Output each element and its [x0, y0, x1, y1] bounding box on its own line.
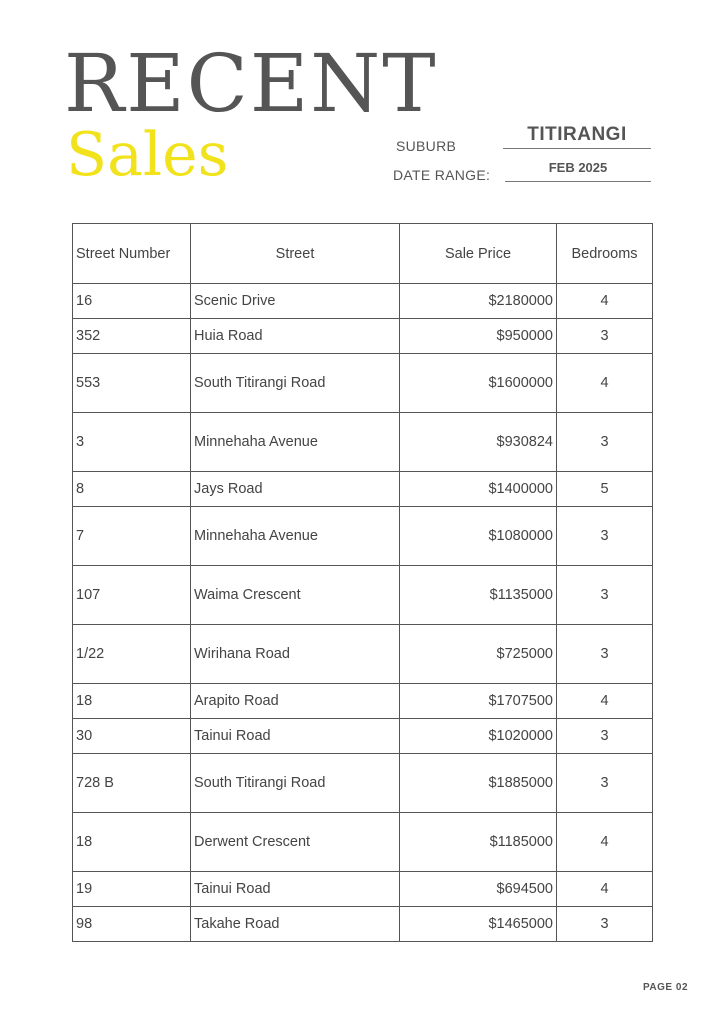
table-header-row: [73, 224, 653, 284]
table-row: [73, 472, 653, 507]
street-number-cell: 16: [73, 284, 191, 319]
street-number-cell: 8: [73, 472, 191, 507]
table-row: [73, 872, 653, 907]
street-cell: Minnehaha Avenue: [191, 413, 400, 472]
bedrooms-cell: 3: [557, 413, 653, 472]
street-cell: Takahe Road: [191, 907, 400, 942]
date-range-value: FEB 2025: [505, 160, 651, 182]
column-header-street: Street: [191, 224, 400, 284]
sale-price-cell: $694500: [400, 872, 557, 907]
sale-price-cell: $950000: [400, 319, 557, 354]
sale-price-cell: $1885000: [400, 754, 557, 813]
bedrooms-cell: 3: [557, 507, 653, 566]
column-header-bedrooms: Bedrooms: [557, 224, 653, 284]
title-recent: RECENT: [64, 37, 438, 130]
sale-price-cell: $930824: [400, 413, 557, 472]
street-cell: Arapito Road: [191, 684, 400, 719]
street-number-cell: 3: [73, 413, 191, 472]
street-cell: South Titirangi Road: [191, 754, 400, 813]
table-row: [73, 813, 653, 872]
street-number-cell: 7: [73, 507, 191, 566]
page-number: PAGE 02: [643, 982, 688, 993]
table-row: [73, 907, 653, 942]
column-header-sale-price: Sale Price: [400, 224, 557, 284]
street-cell: Tainui Road: [191, 719, 400, 754]
sale-price-cell: $1600000: [400, 354, 557, 413]
street-number-cell: 18: [73, 684, 191, 719]
bedrooms-cell: 3: [557, 719, 653, 754]
sale-price-cell: $2180000: [400, 284, 557, 319]
table-row: [73, 754, 653, 813]
table-row: [73, 625, 653, 684]
sale-price-cell: $1020000: [400, 719, 557, 754]
street-number-cell: 553: [73, 354, 191, 413]
table-row: [73, 413, 653, 472]
street-number-cell: 19: [73, 872, 191, 907]
street-number-cell: 98: [73, 907, 191, 942]
sale-price-cell: $1465000: [400, 907, 557, 942]
bedrooms-cell: 3: [557, 625, 653, 684]
suburb-value: TITIRANGI: [503, 124, 651, 149]
sale-price-cell: $725000: [400, 625, 557, 684]
street-cell: Derwent Crescent: [191, 813, 400, 872]
bedrooms-cell: 5: [557, 472, 653, 507]
bedrooms-cell: 4: [557, 872, 653, 907]
sale-price-cell: $1707500: [400, 684, 557, 719]
table-row: [73, 566, 653, 625]
street-cell: South Titirangi Road: [191, 354, 400, 413]
street-number-cell: 352: [73, 319, 191, 354]
table-row: [73, 284, 653, 319]
street-number-cell: 30: [73, 719, 191, 754]
table-row: [73, 319, 653, 354]
column-header-street-number: Street Number: [73, 224, 191, 284]
bedrooms-cell: 3: [557, 319, 653, 354]
table-row: [73, 507, 653, 566]
bedrooms-cell: 4: [557, 284, 653, 319]
street-number-cell: 18: [73, 813, 191, 872]
bedrooms-cell: 4: [557, 813, 653, 872]
bedrooms-cell: 3: [557, 754, 653, 813]
table-row: [73, 719, 653, 754]
street-cell: Huia Road: [191, 319, 400, 354]
street-cell: Jays Road: [191, 472, 400, 507]
suburb-label: SUBURB: [396, 138, 457, 154]
bedrooms-cell: 3: [557, 907, 653, 942]
title-sales: Sales: [66, 120, 229, 190]
table-row: [73, 354, 653, 413]
street-cell: Waima Crescent: [191, 566, 400, 625]
bedrooms-cell: 3: [557, 566, 653, 625]
street-number-cell: 107: [73, 566, 191, 625]
bedrooms-cell: 4: [557, 684, 653, 719]
street-cell: Wirihana Road: [191, 625, 400, 684]
street-cell: Minnehaha Avenue: [191, 507, 400, 566]
street-cell: Scenic Drive: [191, 284, 400, 319]
sale-price-cell: $1135000: [400, 566, 557, 625]
street-number-cell: 728 B: [73, 754, 191, 813]
street-cell: Tainui Road: [191, 872, 400, 907]
date-range-label: DATE RANGE:: [393, 167, 491, 183]
sale-price-cell: $1080000: [400, 507, 557, 566]
sales-table: [72, 223, 653, 942]
table-row: [73, 684, 653, 719]
sale-price-cell: $1185000: [400, 813, 557, 872]
street-number-cell: 1/22: [73, 625, 191, 684]
sale-price-cell: $1400000: [400, 472, 557, 507]
bedrooms-cell: 4: [557, 354, 653, 413]
